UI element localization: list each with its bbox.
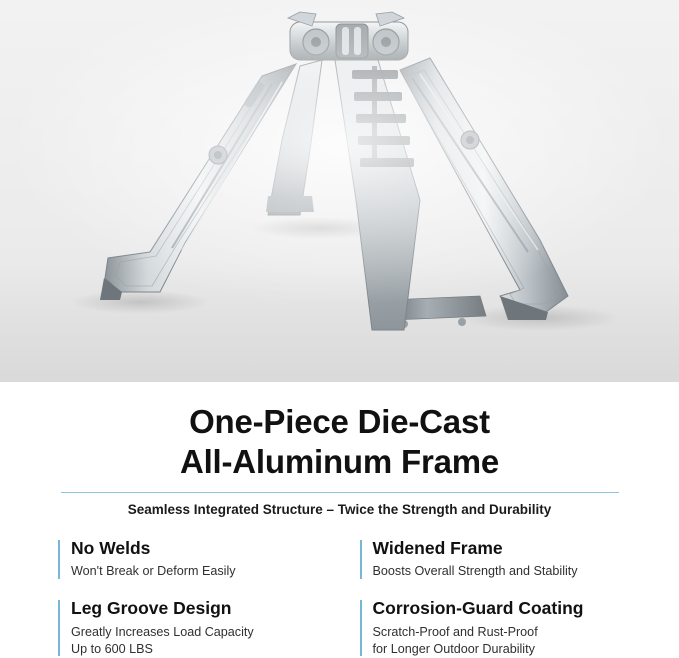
feature-grid — [48, 538, 631, 658]
feature-desc-line: for Longer Outdoor Durability — [373, 641, 624, 658]
feature-text-panel — [0, 382, 679, 655]
feature-title: Widened Frame — [373, 538, 624, 560]
headline-line-1: One-Piece Die-Cast — [48, 402, 631, 442]
feature-item-widened-frame — [360, 538, 624, 581]
feature-description — [373, 563, 624, 580]
tripod-leg-center — [266, 40, 420, 330]
shadow-left — [70, 290, 210, 314]
feature-desc-line: Up to 600 LBS — [71, 641, 322, 658]
feature-title: Leg Groove Design — [71, 598, 322, 620]
feature-item-corrosion-guard-coating — [360, 598, 624, 658]
feature-desc-line: Boosts Overall Strength and Stability — [373, 563, 624, 580]
feature-item-leg-groove-design — [58, 598, 322, 658]
subheadline: Seamless Integrated Structure – Twice the Strength and Durability — [48, 502, 631, 517]
feature-title: No Welds — [71, 538, 322, 560]
feature-description — [71, 624, 322, 658]
feature-desc-line: Scratch-Proof and Rust-Proof — [373, 624, 624, 641]
feature-description — [71, 563, 322, 580]
tripod-leg-left — [100, 64, 296, 300]
headline-line-2: All-Aluminum Frame — [48, 442, 631, 482]
feature-description — [373, 624, 624, 658]
feature-desc-line: Won't Break or Deform Easily — [71, 563, 322, 580]
page-title — [48, 402, 631, 483]
feature-desc-line: Greatly Increases Load Capacity — [71, 624, 322, 641]
divider-wrap — [48, 492, 631, 493]
feature-item-no-welds — [58, 538, 322, 581]
headline-divider — [61, 492, 619, 493]
tripod-hub — [288, 12, 408, 60]
feature-title: Corrosion-Guard Coating — [373, 598, 624, 620]
